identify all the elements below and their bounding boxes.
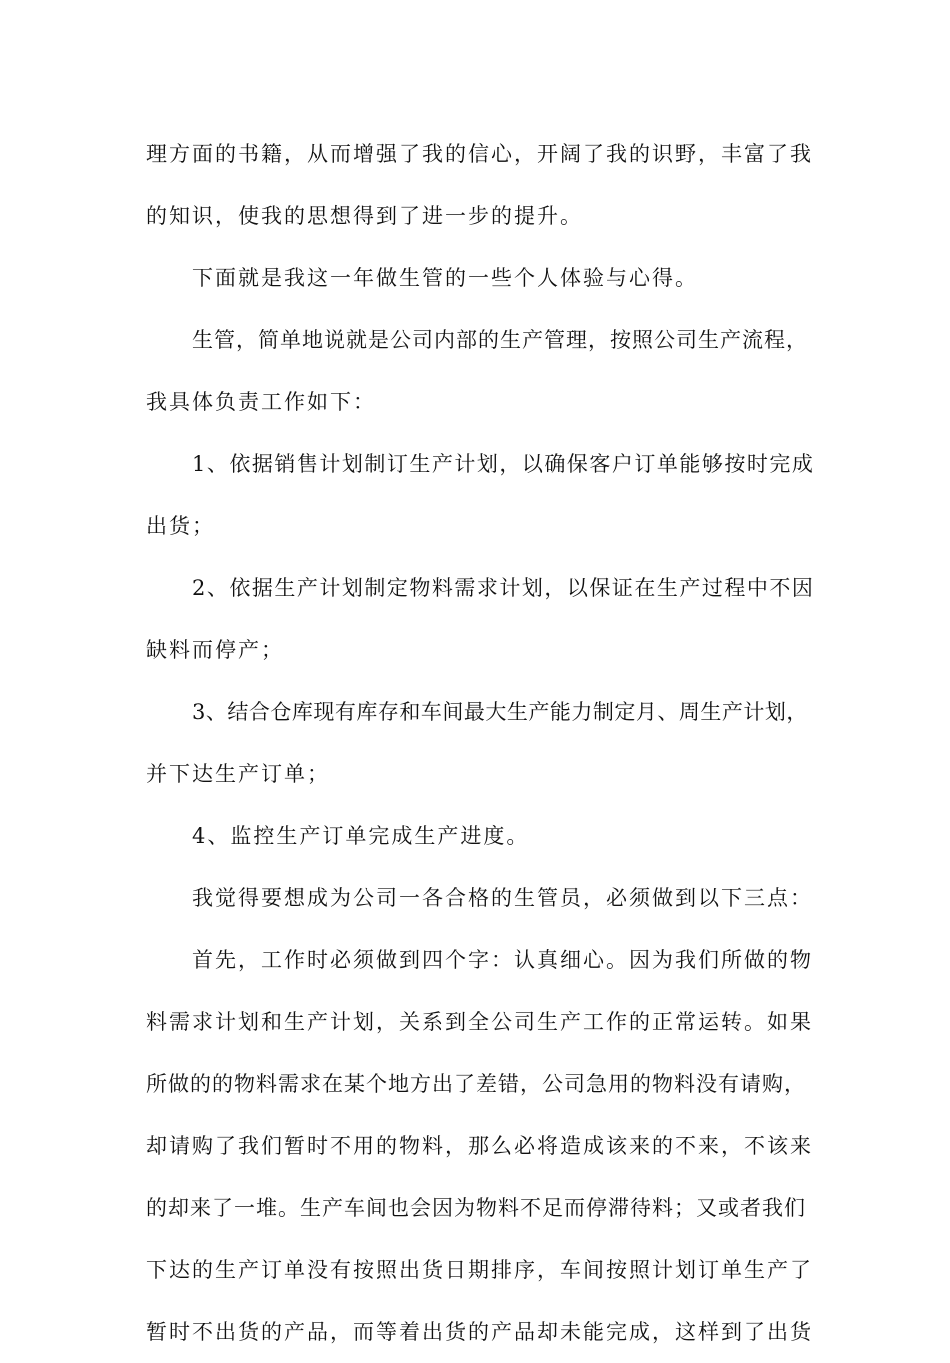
- paragraph-6: [146, 681, 818, 805]
- text-line: 生管，简单地说就是公司内部的生产管理，按照公司生产流程，: [192, 328, 808, 352]
- paragraph-5: [146, 557, 818, 681]
- text-line: 的却来了一堆。生产车间也会因为物料不足而停滞待料；又或者我们: [146, 1196, 806, 1220]
- text-line: 出货；: [146, 514, 215, 538]
- text-line: 2、依据生产计划制定物料需求计划，以保证在生产过程中不因: [192, 576, 815, 600]
- text-line: 理方面的书籍，从而增强了我的信心，开阔了我的识野，丰富了我: [146, 142, 813, 166]
- text-line: 3、结合仓库现有库存和车间最大生产能力制定月、周生产计划，: [192, 700, 808, 724]
- text-line: 1、依据销售计划制订生产计划，以确保客户订单能够按时完成: [192, 452, 815, 476]
- text-line: 并下达生产订单；: [146, 762, 330, 786]
- text-line: 4、监控生产订单完成生产进度。: [192, 824, 530, 848]
- text-line: 所做的的物料需求在某个地方出了差错，公司急用的物料没有请购，: [146, 1072, 806, 1096]
- paragraph-2: [146, 247, 818, 309]
- paragraph-1: [146, 123, 818, 247]
- text-line: 下面就是我这一年做生管的一些个人体验与心得。: [192, 266, 698, 290]
- paragraph-7: [146, 805, 818, 867]
- text-line: 料需求计划和生产计划，关系到全公司生产工作的正常运转。如果: [146, 1010, 813, 1034]
- text-line: 下达的生产订单没有按照出货日期排序，车间按照计划订单生产了: [146, 1258, 813, 1282]
- text-line: 我觉得要想成为公司一各合格的生管员，必须做到以下三点：: [192, 886, 813, 910]
- text-line: 暂时不出货的产品，而等着出货的产品却未能完成，这样到了出货: [146, 1320, 813, 1344]
- text-line: 缺料而停产；: [146, 638, 284, 662]
- paragraph-9: [146, 929, 818, 1363]
- text-line: 的知识，使我的思想得到了进一步的提升。: [146, 204, 583, 228]
- document-body: [146, 123, 818, 1363]
- paragraph-8: [146, 867, 818, 929]
- text-line: 我具体负责工作如下：: [146, 390, 376, 414]
- text-line: 首先，工作时必须做到四个字：认真细心。因为我们所做的物: [192, 948, 813, 972]
- paragraph-3: [146, 309, 818, 433]
- paragraph-4: [146, 433, 818, 557]
- text-line: 却请购了我们暂时不用的物料，那么必将造成该来的不来，不该来: [146, 1134, 813, 1158]
